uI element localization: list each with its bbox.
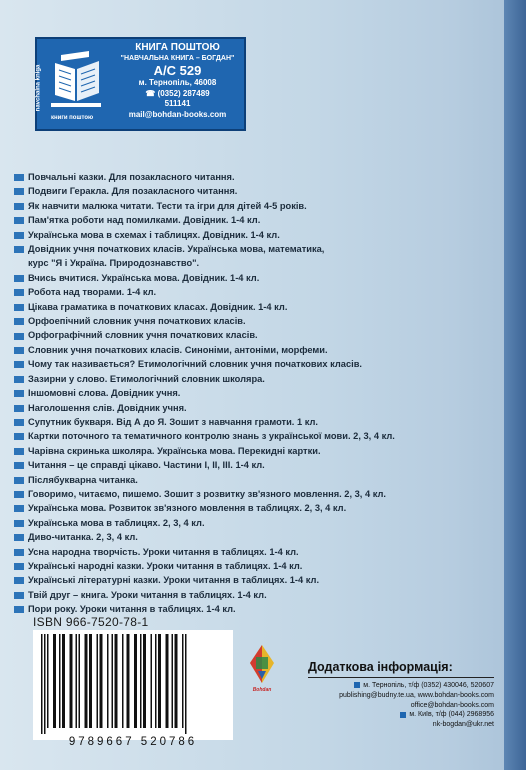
book-title — [14, 473, 484, 487]
book-title-text: Говоримо, читаємо, пишемо. Зошит з розвитку зв'язного мовлення. 2, 3, 4 кл. — [28, 488, 386, 499]
contact-text: м. Київ, т/ф (044) 2968956 — [409, 711, 494, 719]
book-title — [14, 588, 484, 602]
bullet-marker — [14, 174, 24, 181]
stamp-phone: ☎ (0352) 287489 — [145, 88, 210, 98]
book-title-text: Чому так називається? Етимологічний словник учня початкових класів. — [28, 359, 363, 370]
barcode-bar — [53, 634, 56, 728]
book-title-text: Українська мова в таблицях. 2, 3, 4 кл. — [28, 517, 205, 528]
barcode-bar — [112, 634, 114, 728]
barcode-bar — [47, 634, 49, 728]
barcode-bar — [155, 634, 157, 728]
book-spine — [504, 0, 526, 770]
bullet-marker — [14, 433, 24, 440]
book-title-text: Пори року. Уроки читання в таблицях. 1-4 кл. — [28, 604, 236, 615]
book-title — [14, 213, 484, 227]
bullet-marker — [400, 712, 406, 718]
book-title-text: Усна народна творчість. Уроки читання в таблицях. 1-4 кл. — [28, 546, 299, 557]
book-title-text: Орфоепічний словник учня початкових класів. — [28, 316, 246, 327]
book-title — [14, 271, 484, 285]
divider — [308, 677, 494, 678]
barcode-bars — [33, 630, 233, 736]
book-title — [14, 401, 484, 415]
book-title-text: Довідник учня початкових класів. Українська мова, математика, — [28, 244, 325, 255]
barcode-bar — [107, 634, 109, 728]
book-title-text: Українська мова в схемах і таблицях. Довідник. 1-4 кл. — [28, 229, 280, 240]
bullet-marker — [14, 361, 24, 368]
book-title — [14, 285, 484, 299]
book-title-text: Робота над творами. 1-4 кл. — [28, 287, 157, 298]
stamp-po-box: А/С 529 — [153, 63, 202, 78]
barcode-bar — [62, 634, 65, 728]
barcode-bar — [76, 634, 78, 728]
bullet-marker — [14, 289, 24, 296]
book-title — [14, 429, 484, 443]
book-title — [14, 184, 484, 198]
book-title-text: Супутник букваря. Від А до Я. Зошит з навчання грамоти. 1 кл. — [28, 416, 318, 427]
bullet-marker — [14, 232, 24, 239]
barcode-bar — [100, 634, 103, 728]
book-title — [14, 357, 484, 371]
barcode-bar — [143, 634, 146, 728]
book-title — [14, 559, 484, 573]
barcode-bar — [79, 634, 81, 728]
book-title-text: Вчись вчитися. Українська мова. Довідник. 1-4 кл. — [28, 272, 260, 283]
book-title — [14, 458, 484, 472]
stamp-side-tag: книги поштою — [51, 115, 94, 121]
book-title-text: Диво-читанка. 2, 3, 4 кл. — [28, 532, 138, 543]
bullet-marker — [14, 318, 24, 325]
book-title — [14, 415, 484, 429]
book-title — [14, 545, 484, 559]
contact-text: office@bohdan-books.com — [410, 701, 494, 709]
mail-order-stamp — [35, 37, 246, 131]
barcode-bar — [70, 634, 73, 728]
bullet-marker — [14, 534, 24, 541]
book-title — [14, 343, 484, 357]
stamp-city: м. Тернопіль, 46008 — [138, 78, 217, 87]
barcode-bar — [140, 634, 142, 728]
stamp-text — [115, 43, 240, 120]
bullet-marker — [14, 246, 24, 253]
books-illustration — [35, 43, 111, 127]
barcode-bar — [166, 634, 169, 728]
barcode-bar — [127, 634, 130, 728]
contact-row — [308, 710, 494, 720]
bullet-marker — [14, 606, 24, 613]
book-title — [14, 300, 484, 314]
barcode-bar — [41, 634, 43, 734]
book-title-text: Іншомовні слова. Довідник учня. — [28, 388, 181, 399]
book-title — [14, 530, 484, 544]
bullet-marker — [354, 682, 360, 688]
book-title — [14, 573, 484, 587]
book-title-text: Твій друг – книга. Уроки читання в таблицях. 1-4 кл. — [28, 589, 267, 600]
book-title — [14, 256, 484, 270]
bullet-marker — [14, 347, 24, 354]
isbn-label: ISBN 966-7520-78-1 — [33, 615, 149, 629]
book-title — [14, 228, 484, 242]
book-title — [14, 386, 484, 400]
barcode-bar — [182, 634, 184, 728]
bullet-marker — [14, 592, 24, 599]
book-title-text: Словник учня початкових класів. Синоніми, антоніми, морфеми. — [28, 344, 328, 355]
book-title — [14, 242, 484, 256]
contact-text: nk-bogdan@ukr.net — [432, 721, 494, 729]
barcode-bar — [175, 634, 178, 728]
contact-row — [308, 720, 494, 730]
barcode-bar — [97, 634, 99, 728]
barcode-bar — [134, 634, 137, 728]
barcode-bar — [59, 634, 61, 728]
book-title-text: Картки поточного та тематичного контролю знань з української мови. 2, 3, 4 кл. — [28, 431, 395, 442]
barcode-bar — [158, 634, 161, 728]
book-title-text: Українські літературні казки. Уроки читання в таблицях. 1-4 кл. — [28, 575, 320, 586]
bullet-marker — [14, 203, 24, 210]
contact-text: м. Тернопіль, т/ф (0352) 430046, 520607 — [363, 682, 494, 689]
bullet-marker — [14, 188, 24, 195]
barcode-bar — [85, 634, 88, 728]
book-title — [14, 372, 484, 386]
stamp-phone2: 511141 — [164, 99, 191, 108]
book-title-text: Чарівна скринька школяра. Українська мова. Перекидні картки. — [28, 445, 321, 456]
bullet-marker — [14, 563, 24, 570]
additional-info — [308, 660, 494, 730]
book-title-text: курс "Я і Україна. Природознавство". — [28, 258, 200, 269]
stamp-title: КНИГА ПОШТОЮ — [135, 42, 220, 53]
barcode-bar — [172, 634, 174, 728]
book-title — [14, 444, 484, 458]
barcode-bar — [89, 634, 92, 728]
barcode-bar — [151, 634, 153, 728]
contact-list — [308, 681, 494, 730]
book-title — [14, 501, 484, 515]
contact-row — [308, 691, 494, 701]
book-title-text: Пам'ятка роботи над помилками. Довідник. 1-4 кл. — [28, 215, 261, 226]
bullet-marker — [14, 462, 24, 469]
book-title-text: Цікава граматика в початкових класах. Довідник. 1-4 кл. — [28, 301, 288, 312]
bullet-marker — [14, 405, 24, 412]
book-title — [14, 328, 484, 342]
barcode-bar — [44, 634, 46, 734]
bullet-marker — [14, 505, 24, 512]
bullet-marker — [14, 520, 24, 527]
book-title-text: Орфографічний словник учня початкових класів. — [28, 330, 258, 341]
book-title-text: Як навчити малюка читати. Тести та ігри для дітей 4-5 років. — [28, 200, 307, 211]
stamp-email: mail@bohdan-books.com — [128, 109, 227, 119]
bullet-marker — [14, 577, 24, 584]
contact-row — [308, 681, 494, 691]
book-title-text: Післябукварна читанка. — [28, 474, 138, 485]
book-title-text: Українські народні казки. Уроки читання в таблицях. 1-4 кл. — [28, 560, 303, 571]
stamp-side-text: navchalna kniga — [35, 64, 42, 112]
book-title — [14, 314, 484, 328]
bullet-marker — [14, 390, 24, 397]
bullet-marker — [14, 217, 24, 224]
additional-info-title: Додаткова інформація: — [308, 660, 453, 674]
bullet-marker — [14, 333, 24, 340]
bullet-marker — [14, 376, 24, 383]
contact-text: publishing@budny.te.ua, www.bohdan-books.com — [339, 691, 494, 699]
book-title-text: Подвиги Геракла. Для позакласного читання. — [28, 186, 238, 197]
bullet-marker — [14, 448, 24, 455]
publisher-logo-icon — [246, 643, 278, 689]
book-title-text: Читання – це справді цікаво. Частини І, ІІ, ІІІ. 1-4 кл. — [28, 460, 265, 471]
stamp-publisher: "НАВЧАЛЬНА КНИГА – БОГДАН" — [120, 54, 235, 62]
bullet-marker — [14, 491, 24, 498]
barcode-bar — [185, 634, 187, 734]
barcode-bar — [115, 634, 118, 728]
book-title — [14, 516, 484, 530]
barcode-number: 9789667 520786 — [68, 736, 198, 748]
book-title — [14, 199, 484, 213]
barcode-bar — [122, 634, 124, 728]
bullet-marker — [14, 419, 24, 426]
book-title — [14, 487, 484, 501]
barcode — [33, 630, 233, 740]
book-title — [14, 170, 484, 184]
book-title-text: Наголошення слів. Довідник учня. — [28, 402, 187, 413]
book-title-text: Українська мова. Розвиток зв'язного мовлення в таблицях. 2, 3, 4 кл. — [28, 503, 347, 514]
book-title-text: Зазирни у слово. Етимологічний словник школяра. — [28, 373, 265, 384]
bullet-marker — [14, 275, 24, 282]
contact-row — [308, 701, 494, 711]
book-title-text: Повчальні казки. Для позакласного читання. — [28, 172, 235, 182]
bullet-marker — [14, 477, 24, 484]
bullet-marker — [14, 549, 24, 556]
book-list — [14, 170, 484, 617]
bullet-marker — [14, 304, 24, 311]
publisher-logo-label: Bohdan — [252, 687, 272, 693]
